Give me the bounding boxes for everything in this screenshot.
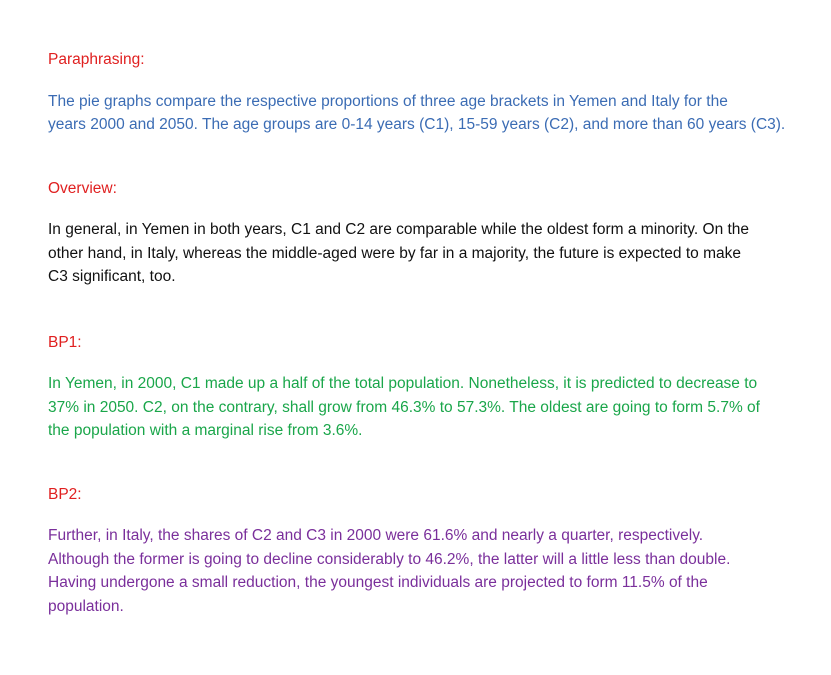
text-line: Having undergone a small reduction, the youngest individuals are projected to form 11.5% of the xyxy=(48,574,708,591)
text-line: 37% in 2050. C2, on the contrary, shall grow from 46.3% to 57.3%. The oldest are going to form 5.7% of xyxy=(48,398,760,416)
bp2-text xyxy=(48,524,818,618)
text-line: Further, in Italy, the shares of C2 and C3 in 2000 were 61.6% and nearly a quarter, respectively. xyxy=(48,527,704,544)
paraphrasing-text xyxy=(48,90,818,137)
text-line: Although the former is going to decline considerably to 46.2%, the latter will a little less than double. xyxy=(48,550,731,568)
paraphrasing-heading: Paraphrasing: xyxy=(48,51,145,68)
bp2-heading: BP2: xyxy=(48,485,82,503)
overview-text xyxy=(48,218,818,289)
text-line: population. xyxy=(48,597,124,615)
text-line: In Yemen, in 2000, C1 made up a half of the total population. Nonetheless, it is predicted to decrease to xyxy=(48,375,758,392)
text-line: The pie graphs compare the respective proportions of three age brackets in Yemen and Italy for the xyxy=(48,92,728,110)
bp1-heading: BP1: xyxy=(48,333,82,351)
document-body xyxy=(48,48,818,618)
text-line: the population with a marginal rise from 3.6%. xyxy=(48,422,363,439)
text-line: In general, in Yemen in both years, C1 and C2 are comparable while the oldest form a minority. On the xyxy=(48,221,750,238)
bp1-text xyxy=(48,372,818,443)
text-line: C3 significant, too. xyxy=(48,268,176,285)
text-line: years 2000 and 2050. The age groups are 0-14 years (C1), 15-59 years (C2), and more than 60 years (C3). xyxy=(48,116,786,133)
overview-heading: Overview: xyxy=(48,179,117,197)
text-line: other hand, in Italy, whereas the middle-aged were by far in a majority, the future is expected to make xyxy=(48,244,741,262)
